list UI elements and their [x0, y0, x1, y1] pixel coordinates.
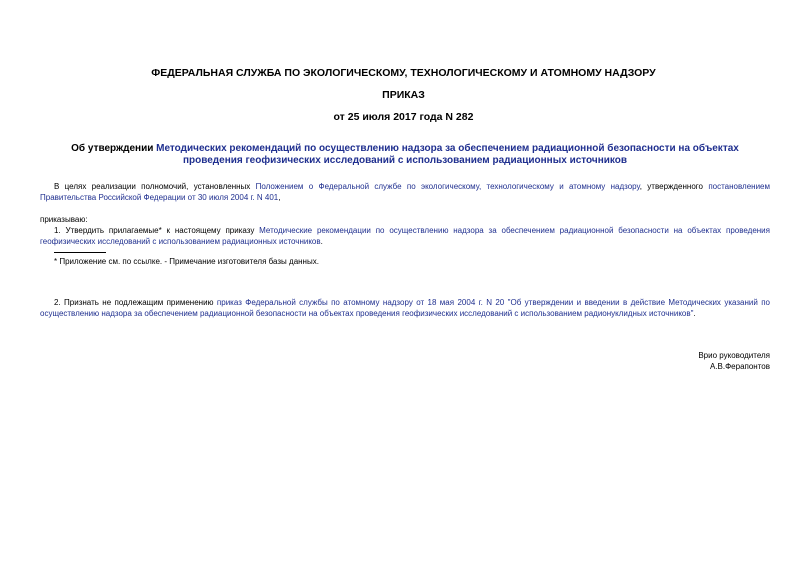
item-1-end: .: [320, 237, 323, 246]
item-1-paragraph: [40, 225, 770, 247]
subject-prefix: Об утверждении: [71, 143, 157, 154]
subject-heading: [40, 143, 770, 167]
footnote-separator: [54, 252, 106, 253]
agency-title: ФЕДЕРАЛЬНАЯ СЛУЖБА ПО ЭКОЛОГИЧЕСКОМУ, ТЕХНОЛОГИЧЕСКОМУ И АТОМНОМУ НАДЗОРУ: [151, 67, 656, 79]
preamble-link-regulation[interactable]: Положением о Федеральной службе по экологическому, технологическому и атомному надзору: [255, 182, 640, 191]
item-2-text: 2. Признать не подлежащим применению: [54, 298, 217, 307]
footnote-text: * Приложение см. по ссылке. - Примечание изготовителя базы данных.: [54, 257, 319, 266]
item-1-link[interactable]: Методические рекомендации по осуществлению надзора за обеспечением радиационной безопасности на объектах проведения геофизических исследований с использованием радиационных источников: [40, 226, 770, 246]
item-2-paragraph: [40, 297, 770, 319]
item-2-link[interactable]: приказ Федеральной службы по атомному надзору от 18 мая 2004 г. N 20 "Об утверждении и введении в действие Методических указаний по осуществлению надзора за обеспечением радиационной безопасности на объектах проведения геофизических исследований с использованием радионуклидных источников": [40, 298, 770, 318]
preamble-link-decree[interactable]: постановлением Правительства Российской Федерации от 30 июля 2004 г. N 401: [40, 182, 771, 202]
preamble-text-1: В целях реализации полномочий, установленных: [54, 182, 256, 191]
order-word: приказываю:: [40, 215, 88, 224]
doc-type-title: ПРИКАЗ: [382, 89, 425, 101]
preamble-text-2: , утвержденного: [639, 182, 709, 191]
item-1-text: 1. Утвердить прилагаемые* к настоящему приказу: [54, 226, 260, 235]
preamble-text-3: ,: [278, 193, 281, 202]
doc-date-line: от 25 июля 2017 года N 282: [333, 111, 474, 123]
preamble-paragraph: [40, 181, 770, 203]
signature-position: Врио руководителя: [698, 351, 770, 360]
item-2-end: .: [693, 309, 696, 318]
signature-name: А.В.Ферапонтов: [709, 362, 770, 371]
subject-link[interactable]: Методических рекомендаций по осуществлению надзора за обеспечением радиационной безопасности на объектах проведения геофизических исследований с использованием радиационных источников: [156, 143, 739, 166]
